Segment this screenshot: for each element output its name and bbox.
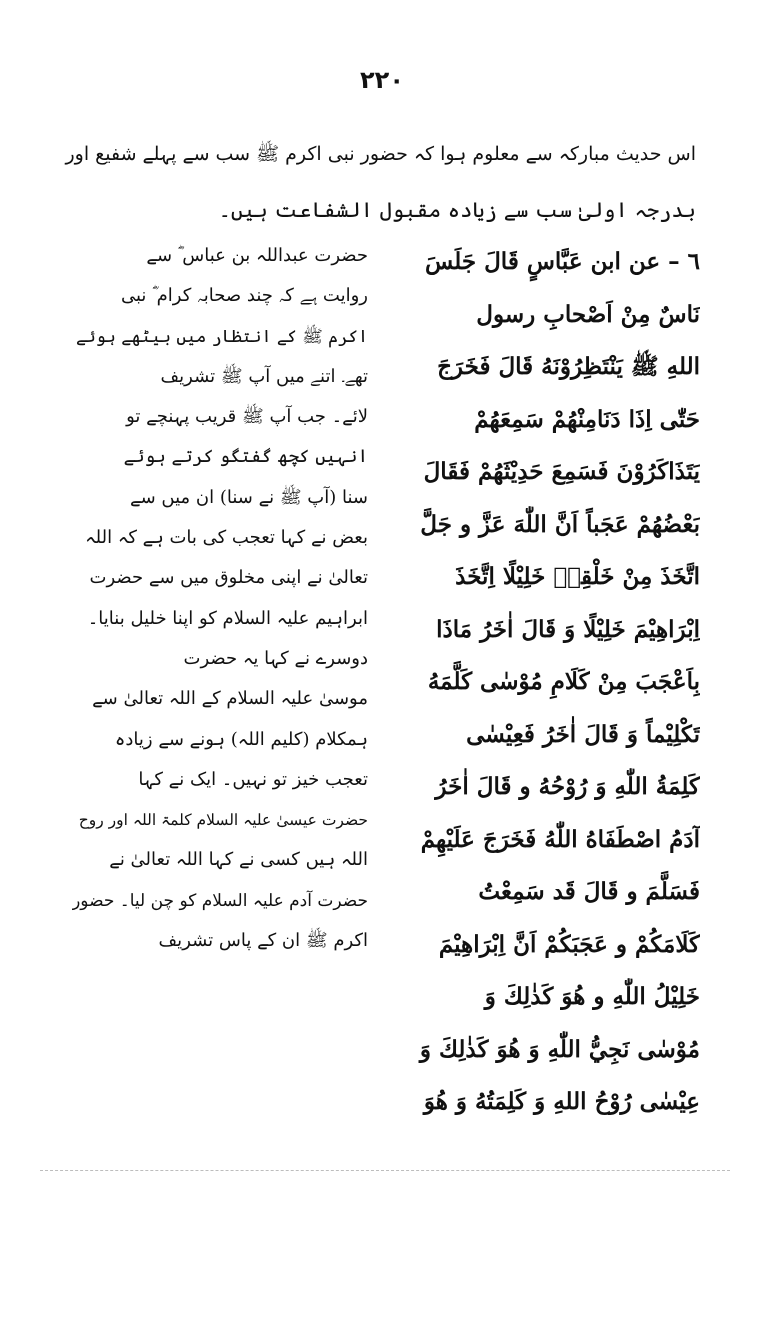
urdu-line: دوسرے نے کہا یہ حضرت	[183, 647, 368, 669]
arabic-line: كَلَامَكُمْ و عَجَبَكُمْ اَنَّ اِبْرَاهِيْمَ	[438, 930, 700, 958]
urdu-line: انہیں کچھ گفتگو کرتے ہوئے	[123, 446, 368, 468]
urdu-line: حضرت آدم علیہ السلام کو چن لیا۔ حضور	[72, 890, 368, 911]
urdu-line: ابراہیم علیہ السلام کو اپنا خلیل بنایا۔	[87, 607, 368, 629]
urdu-line: حضرت عبداللہ بن عباس ؓ سے	[146, 245, 368, 266]
arabic-line: آدَمُ اصْطَفَاهُ اللّٰهُ فَخَرَجَ عَلَيْهِمْ	[420, 825, 700, 853]
urdu-line: اکرم ﷺ کے انتظار میں بیٹھے ہوئے	[75, 326, 368, 347]
urdu-line: تھے۔ اتنے میں آپ ﷺ تشریف	[160, 365, 368, 387]
arabic-line: مُوْسٰى نَجِيُّ اللّٰهِ وَ هُوَ كَذٰلِكَ وَ	[419, 1035, 700, 1063]
arabic-line: اللهِ ﷺ يَنْتَظِرُوْنَهُ قَالَ فَخَرَجَ	[437, 353, 700, 380]
urdu-line: تعجب خیز تو نہیں۔ ایک نے کہا	[138, 768, 368, 790]
arabic-line: خَلِيْلُ اللّٰهِ و هُوَ كَذٰلِكَ وَ	[484, 983, 700, 1010]
urdu-line: روایت ہے کہ چند صحابہ کرام ؓ نبی	[121, 285, 368, 307]
urdu-translation-column	[72, 236, 368, 961]
arabic-line: ٦ – عن ابن عَبَّاسٍ قَالَ جَلَسَ	[424, 248, 700, 275]
arabic-line: حَتّٰى اِذَا دَنَامِنْهُمْ سَمِعَهُمْ	[474, 405, 700, 433]
arabic-line: نَاسٌ مِنْ اَصْحابِ رسول	[476, 300, 700, 328]
arabic-line: بِاَعْجَبَ مِنْ كَلَامِ مُوْسٰى كَلَّمَهُ	[427, 668, 700, 695]
page-number: ۲۲۰	[360, 66, 404, 94]
urdu-line: ہمکلام (کلیم اللہ) ہونے سے زیادہ	[114, 728, 368, 750]
urdu-line: سنا (آپ ﷺ نے سنا) ان میں سے	[130, 486, 368, 508]
urdu-line: تعالیٰ نے اپنی مخلوق میں سے حضرت	[89, 567, 368, 589]
urdu-line: اللہ ہیں کسی نے کہا اللہ تعالیٰ نے	[109, 849, 368, 871]
arabic-line: اِبْرَاهِيْمَ خَلِيْلًا وَ قَالَ اٰخَرُ مَاذَا	[436, 615, 700, 643]
arabic-line: تَكْلِيْماً وَ قَالَ اٰخَرُ فَعِيْسٰى	[466, 720, 700, 748]
intro-line: اس حدیث مبارکہ سے معلوم ہوا کہ حضور نبی اکرم ﷺ سب سے پہلے شفیع اور	[65, 143, 696, 165]
arabic-hadith-column	[400, 236, 700, 1129]
arabic-line: اتَّخَذَ مِنْ خَلْقِهٖ خَلِيْلًا اِتَّخَذَ	[455, 563, 700, 590]
arabic-line: عِيْسٰى رُوْحُ اللهِ وَ كَلِمَتُهُ وَ هُوَ	[423, 1088, 700, 1115]
arabic-line: بَعْضُهُمْ عَجَباً اَنَّ اللّٰهَ عَزَّ و جَلَّ	[420, 510, 700, 538]
urdu-line: اکرم ﷺ ان کے پاس تشریف	[158, 930, 368, 952]
urdu-line: بعض نے کہا تعجب کی بات ہے کہ اللہ	[85, 527, 368, 549]
arabic-line: كَلِمَةُ اللّٰهِ وَ رُوْحُهُ و قَالَ اٰخَرُ	[435, 773, 700, 800]
bottom-divider	[40, 1170, 730, 1171]
urdu-line: حضرت عیسیٰ علیہ السلام کلمۃ اللہ اور روح	[78, 811, 368, 830]
arabic-line: يَتَذَاكَرُوْنَ فَسَمِعَ حَدِيْثَهُمْ فَقَالَ	[423, 458, 700, 485]
intro-paragraph	[60, 126, 696, 238]
urdu-line: موسیٰ علیہ السلام کے اللہ تعالیٰ سے	[92, 688, 368, 710]
urdu-line: لائے۔ جب آپ ﷺ قریب پہنچے تو	[126, 406, 368, 428]
arabic-line: فَسَلَّمَ و قَالَ قَد سَمِعْتُ	[478, 878, 700, 905]
intro-line: بدرجہ اولیٰ سب سے زیادہ مقبول الشفاعت ہیں۔	[218, 198, 696, 222]
